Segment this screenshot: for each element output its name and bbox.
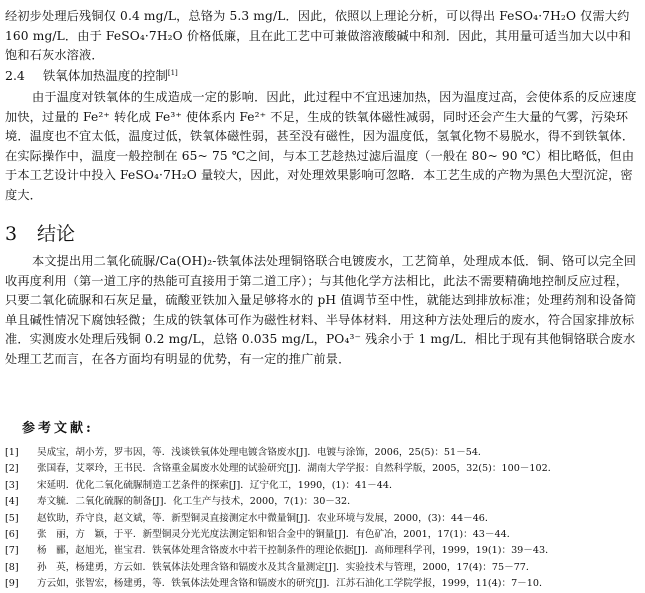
- section-3-heading: [5, 222, 75, 246]
- reference-item: [3] 宋延明．优化二氧化硫脲制造工艺条件的探索[J]．辽宁化工，1990，(1)：41－44．: [5, 479, 399, 491]
- references-list: [5, 445, 641, 593]
- reference-item: [6] 张 丽，方 颖，于平．新型铜灵分光光度法测定铝和铝合金中的铜量[J]．有色矿冶，2001，17(1)：43－44．: [5, 528, 517, 540]
- section-2-4-citation: [1]: [167, 68, 178, 77]
- reference-item: [7] 杨 郦，赵旭光，崔宝君．铁氧体处理含铬废水中若干控制条件的理论依据[J]．高师理科学刊，1999，19(1)：39－43．: [5, 545, 555, 557]
- section-2-4-number: 2.4: [5, 68, 25, 83]
- reference-item: [1] 吴成宝，胡小芳，罗韦因，等．浅谈铁氧体处理电镀含铬废水[J]．电镀与涂饰，2006，25(5)：51－54．: [5, 447, 488, 458]
- references-heading: 参考文献:: [22, 421, 94, 436]
- reference-item: [5] 赵钦助，乔守良，赵文斌，等．新型铜灵直接测定水中微量铜[J]．农业环境与发展，2000，(3)：44－46．: [5, 512, 495, 524]
- reference-item: [4] 寿文毓．二氧化硫脲的制备[J]．化工生产与技术，2000，7(1)：30－32．: [5, 496, 357, 508]
- section-2-4-title: 铁氧体加热温度的控制: [42, 68, 168, 83]
- section-3-body: 本文提出用二氧化硫脲/Ca(OH)₂-铁氧体法处理铜铬联合电镀废水，工艺简单，处理成本低．铜、铬可以完全回收再度利用（第一道工序的热能可直接用于第二道工序）；与其他化学方法相比，此法不需要精确地控制反应过程，只要二氧化硫脲和石灰足量，硫酸亚铁加入量足够将水的 pH 值调节至中性，就能达到排放标准；处理药剂和设备简单且碱性情况下腐蚀轻微；生成的铁氧体可作为磁性材料、半导体材料．用这种方法处理后的废水，符合国家排放标准．实测废水处理后残铜 0.2 mg/L，总铬 0.035 mg/L，PO₄³⁻ 残余小于 1 mg/L．相比于现有其他铜铬联合废水处理工艺而言，在各方面均有明显的优势，有一定的推广前景．: [5, 254, 637, 366]
- section-3-number: 3: [5, 223, 18, 245]
- section-3-title: 结论: [37, 223, 76, 245]
- section-2-4-body: 由于温度对铁氧体的生成造成一定的影响．因此，此过程中不宜迅速加热，因为温度过高，会使体系的反应速度加快，过量的 Fe²⁺ 转化成 Fe³⁺ 使体系内 Fe²⁺ 不足，生成的铁氧体磁性减弱，同时还会产生大量的气雾，污染环境．温度也不宜太低，温度过低，铁氧体磁性弱，甚至没有磁性，因为温度低，氢氧化物不易脱水，得不到铁氧体．在实际操作中，温度一般控制在 65~ 75 ℃之间，与本工艺趁热过滤后温度（一般在 80~ 90 ℃）相比略低，但由于本工艺设计中投入 FeSO₄·7H₂O 量较大，因此，对处理效果影响可忽略．本工艺生成的产物为黑色大型沉淀，密度大．: [5, 90, 637, 202]
- paragraph-intro: 经初步处理后残铜仅 0.4 mg/L，总铬为 5.3 mg/L．因此，依照以上理论分析，可以得出 FeSO₄·7H₂O 仅需大约 160 mg/L．由于 FeSO₄·7H₂O 价格低廉，且在此工艺中可兼做溶液酸碱中和剂．因此，其用量可适当加大以中和饱和石灰水溶液．: [5, 9, 631, 63]
- reference-item: [2] 张国春，艾翠玲，王书民．含铬重金属废水处理的试验研究[J]．湖南大学学报：自然科学版，2005，32(5)：100－102．: [5, 463, 558, 475]
- section-2-4-heading: [5, 67, 178, 85]
- reference-item: [8] 孙 英，杨建勇，方云如．铁氧体法处理含铬和镉废水及其含量测定[J]．实验技术与管理，2000，17(4)：75－77．: [5, 561, 536, 573]
- reference-item: [9] 方云如，张智宏，杨建勇，等．铁氧体法处理含铬和镉废水的研究[J]．江苏石油化工学院学报，1999，11(4)：7－10．: [5, 578, 549, 590]
